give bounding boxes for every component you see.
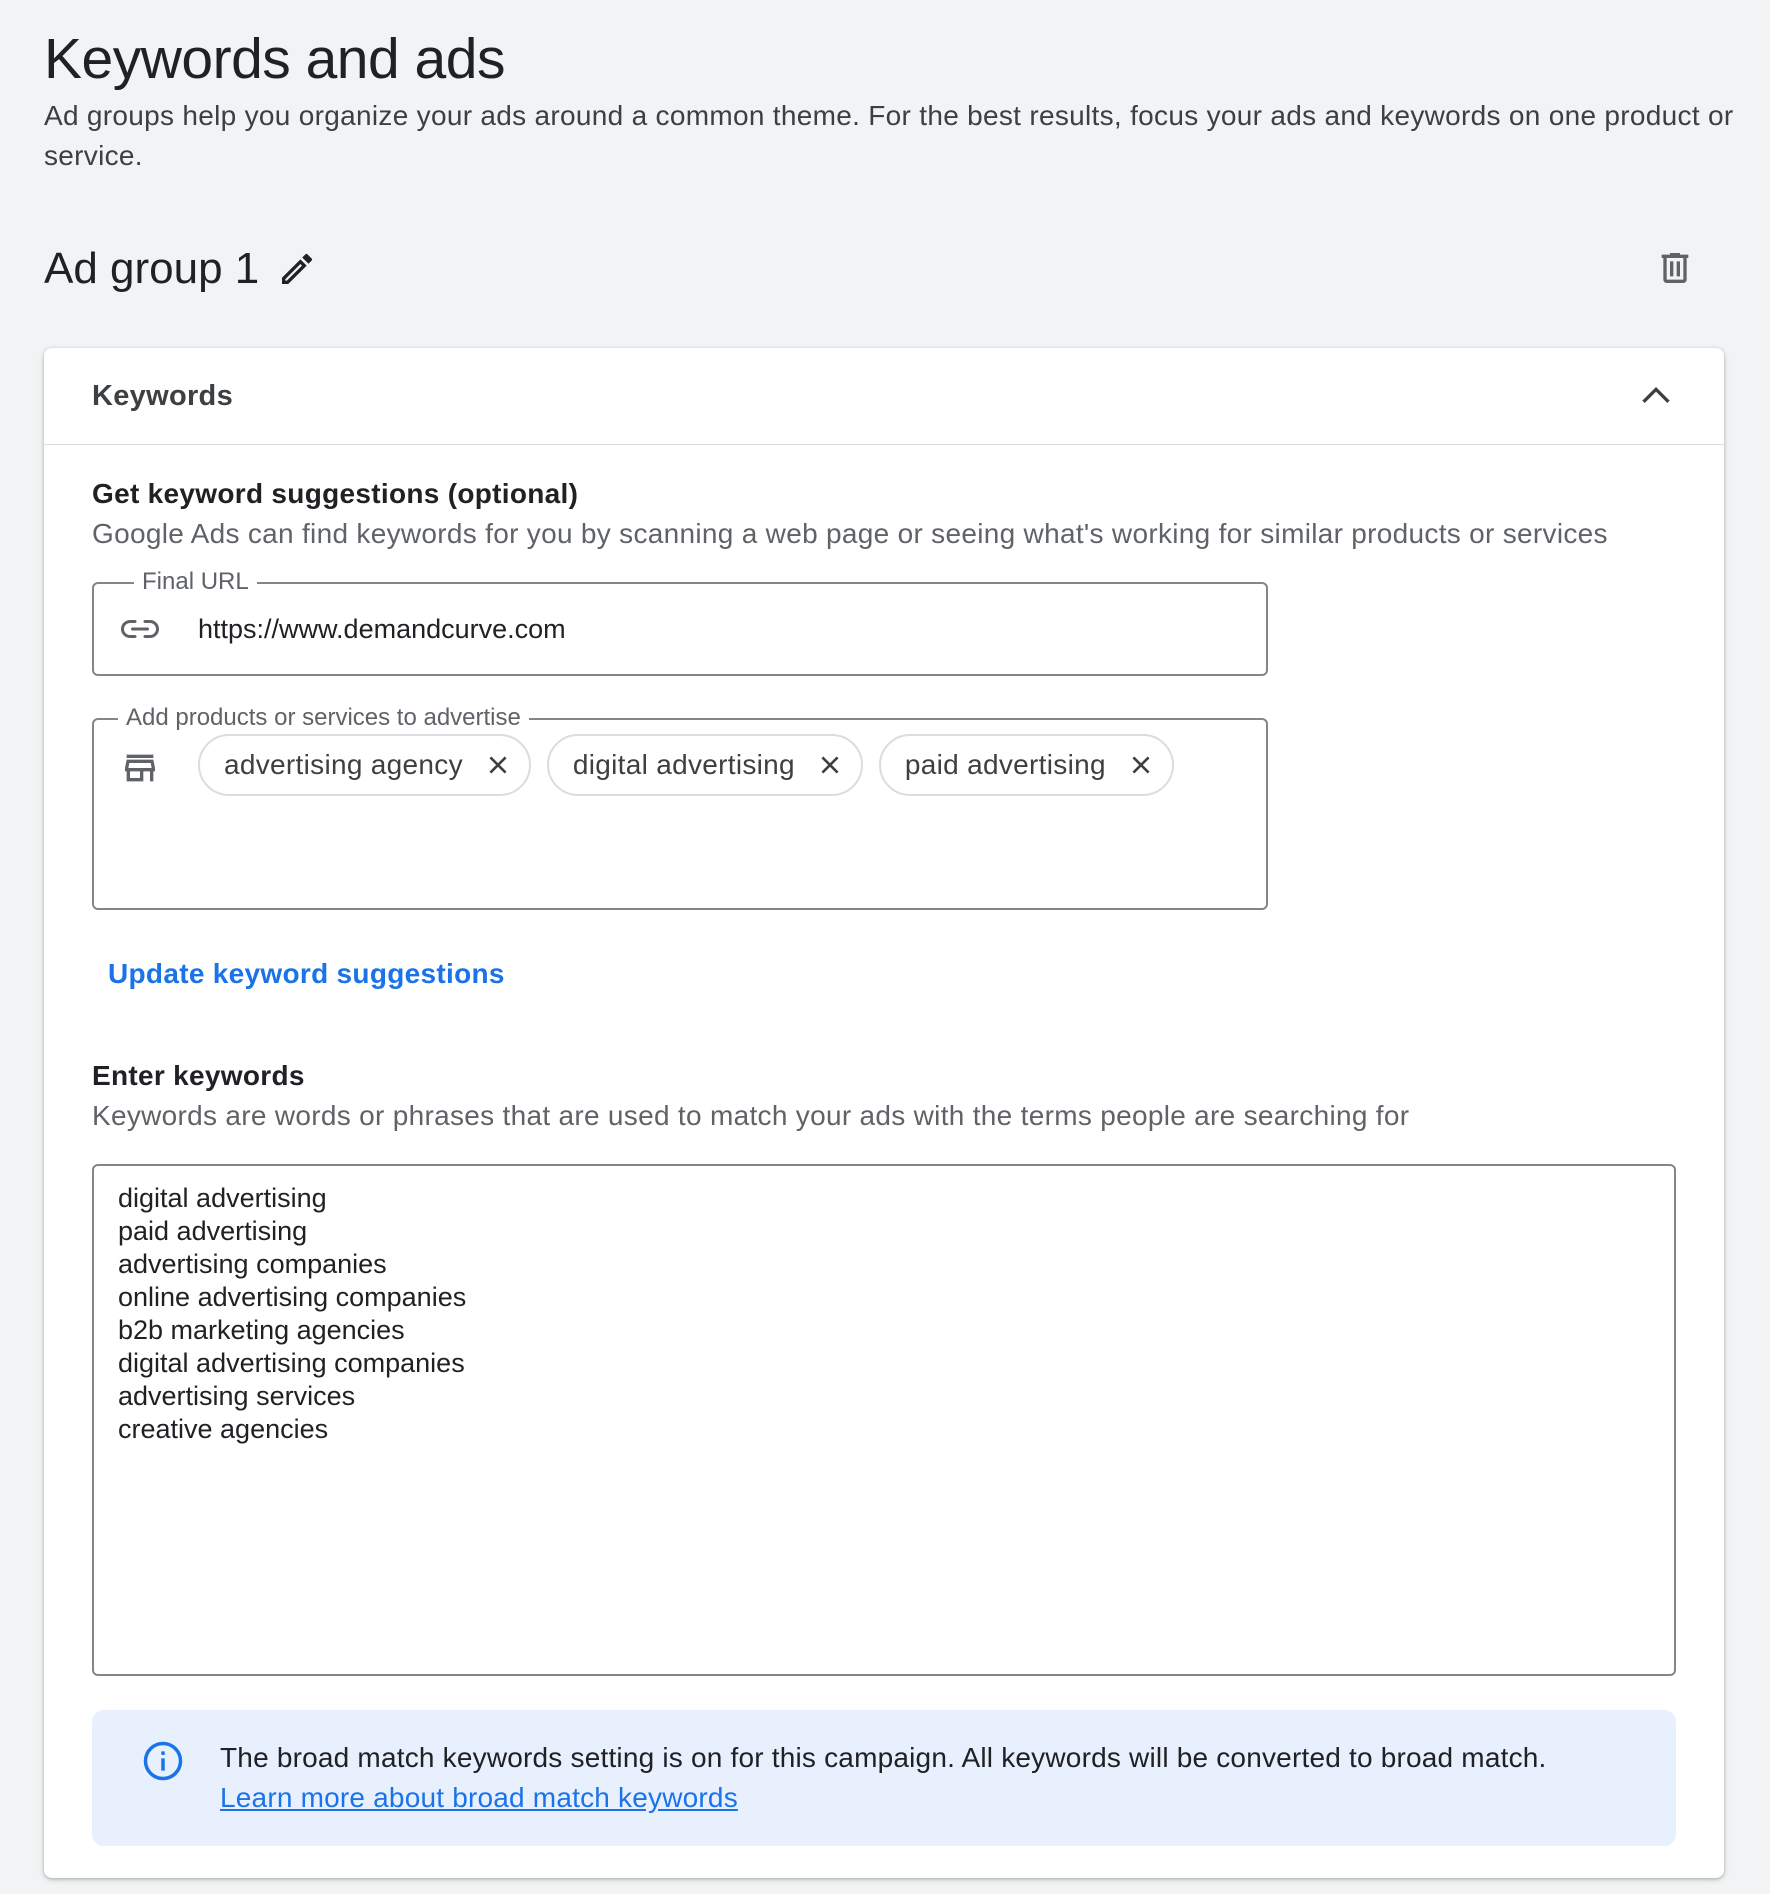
ad-group-title: Ad group 1	[44, 244, 260, 293]
link-icon	[120, 614, 160, 644]
info-banner-text	[220, 1738, 1547, 1818]
close-icon[interactable]	[485, 752, 511, 778]
chip-digital-advertising	[547, 734, 863, 796]
pencil-icon[interactable]	[277, 249, 317, 289]
learn-more-broad-match-link[interactable]: Learn more about broad match keywords	[220, 1782, 738, 1813]
enter-keywords-title: Enter keywords	[92, 1060, 305, 1091]
chip-label: advertising agency	[224, 749, 463, 780]
trash-icon[interactable]	[1655, 246, 1695, 290]
broad-match-info-banner	[92, 1710, 1676, 1846]
final-url-label: Final URL	[134, 568, 257, 596]
keywords-card-header[interactable]	[44, 348, 1724, 445]
final-url-input[interactable]	[198, 606, 1238, 652]
update-keyword-suggestions-link[interactable]: Update keyword suggestions	[108, 958, 505, 989]
products-field[interactable]	[92, 704, 1268, 910]
keywords-card-title: Keywords	[92, 379, 233, 412]
suggestions-description: Google Ads can find keywords for you by scanning a web page or seeing what's working for similar products or services	[92, 518, 1608, 549]
enter-keywords-description: Keywords are words or phrases that are used to match your ads with the terms people are searching for	[92, 1100, 1410, 1131]
keywords-card	[44, 348, 1724, 1878]
chevron-up-icon[interactable]	[1636, 376, 1676, 416]
page-description: Ad groups help you organize your ads around a common theme. For the best results, focus your ads and keywords on one product or service.	[44, 100, 1734, 171]
close-icon[interactable]	[1128, 752, 1154, 778]
chip-label: digital advertising	[572, 749, 795, 780]
product-chips	[198, 734, 1174, 796]
close-icon[interactable]	[817, 752, 843, 778]
final-url-field	[92, 568, 1268, 676]
info-icon	[142, 1740, 184, 1782]
info-banner-message: The broad match keywords setting is on for this campaign. All keywords will be converted to broad match.	[220, 1742, 1547, 1773]
store-icon	[120, 748, 160, 788]
ad-group-header	[44, 244, 317, 294]
chip-label: paid advertising	[904, 749, 1106, 780]
products-label: Add products or services to advertise	[118, 704, 529, 732]
chip-advertising-agency	[198, 734, 531, 796]
keywords-textarea[interactable]	[92, 1164, 1676, 1676]
suggestions-title: Get keyword suggestions (optional)	[92, 478, 579, 509]
chip-paid-advertising	[879, 734, 1174, 796]
page-title: Keywords and ads	[44, 27, 505, 91]
